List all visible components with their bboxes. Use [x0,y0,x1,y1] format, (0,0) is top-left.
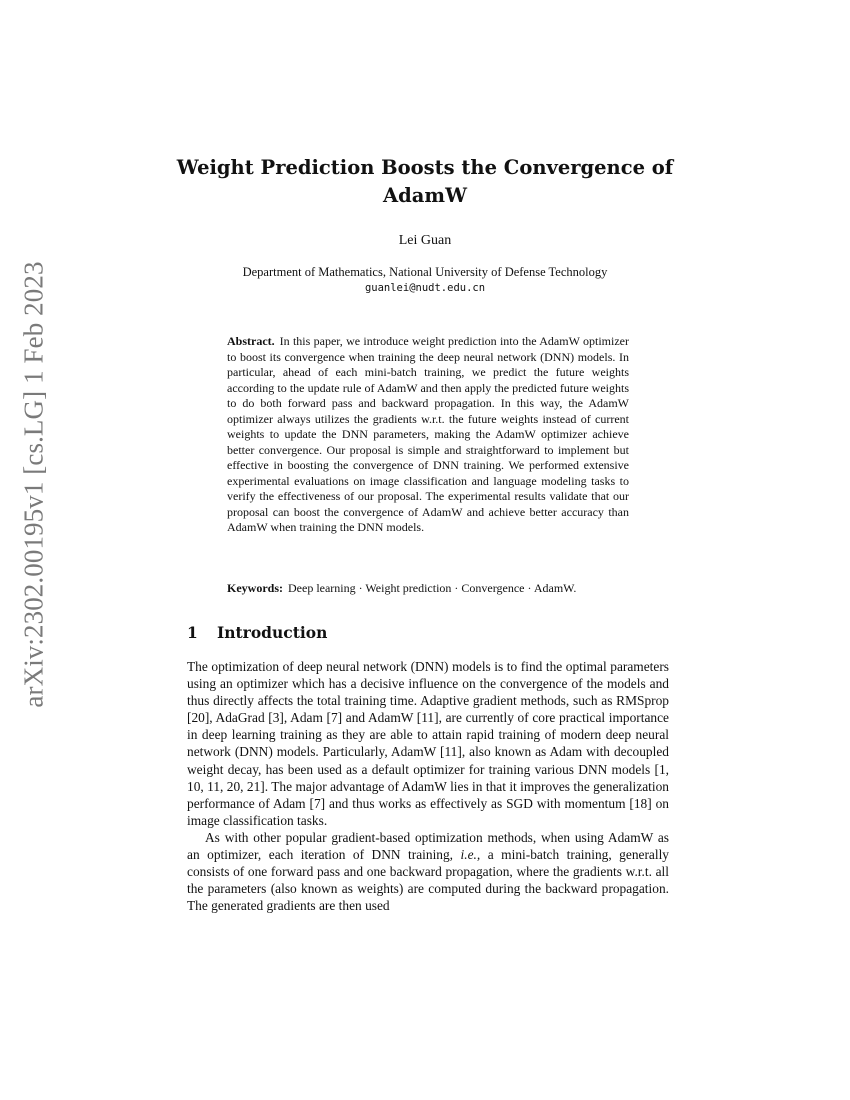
section-title: Introduction [217,623,328,642]
arxiv-stamp-text: arXiv:2302.00195v1 [cs.LG] 1 Feb 2023 [18,260,49,708]
abstract [227,334,629,536]
author-affiliation [150,264,700,297]
author-email[interactable]: guanlei@nudt.edu.cn [364,282,486,294]
paper-title: Weight Prediction Boosts the Convergence of AdamW [176,156,674,207]
paragraph-2-start: As with other popular gradient-based optimization methods, when using AdamW as an optimizer, each iteration of DNN training, [187,829,669,863]
keywords-text: Deep learning · Weight prediction · Convergence · AdamW. [288,581,577,595]
abstract-label: Abstract. [227,334,275,348]
keywords [227,581,629,596]
keywords-label: Keywords: [227,581,283,595]
arxiv-stamp [4,260,64,708]
paragraph-2 [187,829,669,914]
paragraph-1: The optimization of deep neural network (DNN) models is to find the optimal parameters using an optimizer which has a decisive influence on the convergence of the models and thus directly affects the total training time. Adaptive gradient methods, such as RMSprop [20], AdaGrad [3], Adam [7] and AdamW [11], are currently of core practical importance in deep learning training as they are able to attain rapid training of modern deep neural network (DNN) models. Particularly, AdamW [11], also known as Adam with decoupled weight decay, has been used as a default optimizer for training various DNN models [1, 10, 11, 20, 21]. The major advantage of AdamW lies in that it improves the generalization performance of Adam [7] and thus works as effectively as SGD with momentum [18] on image classification tasks. [187,659,669,828]
section-heading [187,623,327,642]
section-body [187,658,669,914]
affiliation-text: Department of Mathematics, National University of Defense Technology [242,265,608,279]
paragraph-2-end: a mini-batch training, generally consists of one forward pass and one backward propagation, where the gradients w.r.t. all the parameters (also known as weights) are computed during the backward propagation. The generated gradients are then used [187,847,669,914]
section-number: 1 [187,623,198,642]
abstract-text: In this paper, we introduce weight prediction into the AdamW optimizer to boost its convergence when training the deep neural network (DNN) models. In particular, ahead of each mini-batch training, we predict the future weights according to the update rule of AdamW and then apply the predicted future weights to do both forward pass and backward propagation. In this way, the AdamW optimizer always utilizes the gradients w.r.t. the future weights instead of current weights to update the DNN parameters, making the AdamW optimizer achieve better convergence. Our proposal is simple and straightforward to implement but effective in boosting the convergence of DNN training. We performed extensive experimental evaluations on image classification and language modeling tasks to verify the effectiveness of our proposal. The experimental results validate that our proposal can boost the convergence of AdamW and achieve better accuracy than AdamW when training the DNN models. [227,334,629,534]
author-name: Lei Guan [398,233,452,248]
paragraph-2-ie: i.e., [460,847,481,863]
